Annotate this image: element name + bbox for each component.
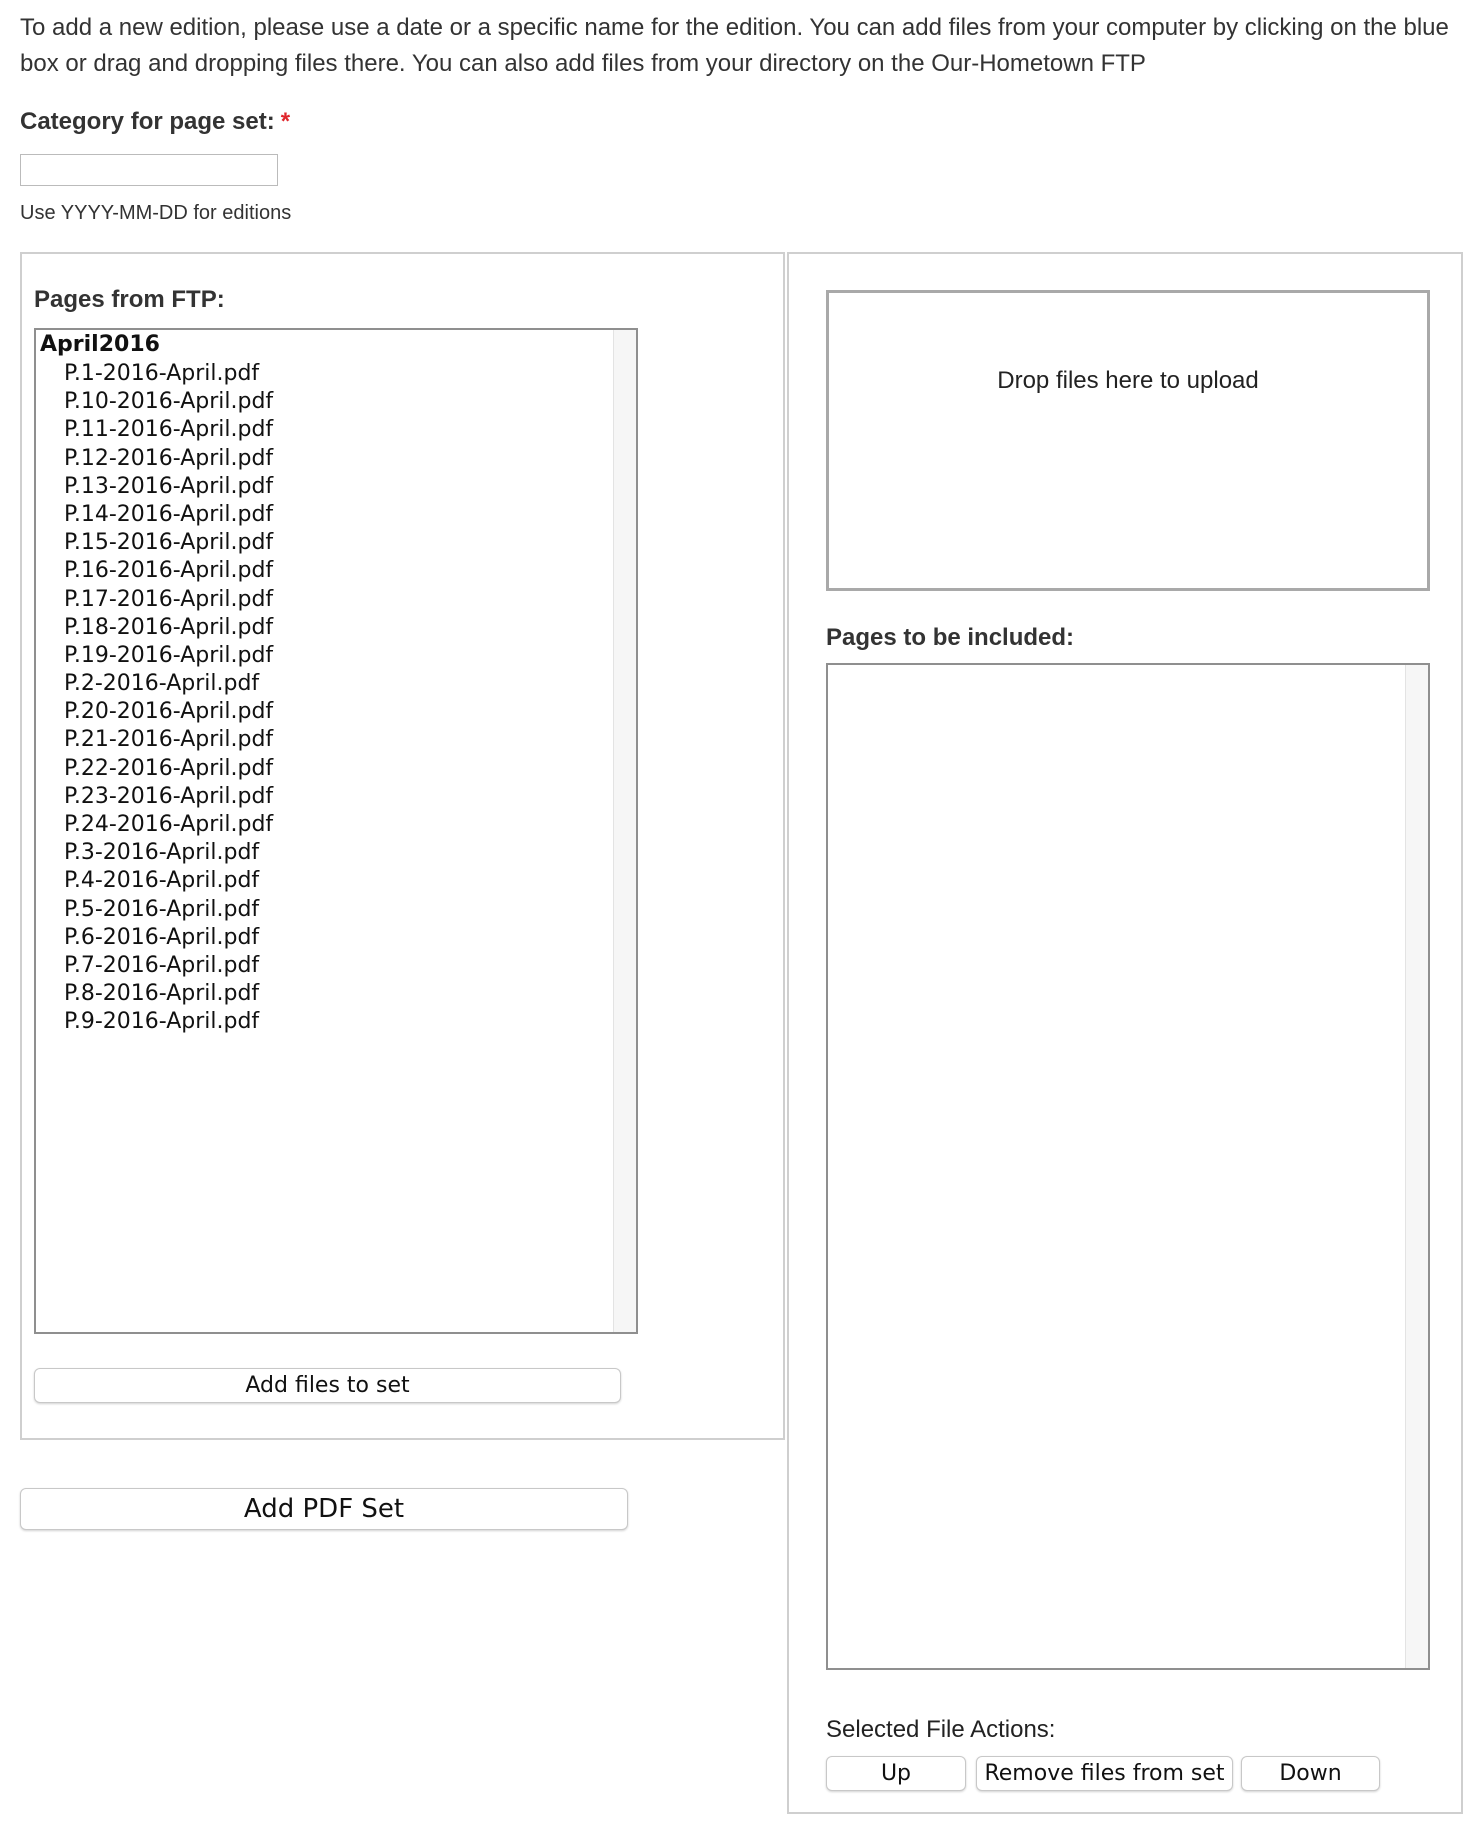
instructions-text: To add a new edition, please use a date or a specific name for the edition. You can add files from your computer by clicking on the blue box or drag and dropping files there. You can also add files from your directory on the Our-Hometown FTP <box>20 14 1449 77</box>
ftp-file-item[interactable]: P.21-2016-April.pdf <box>64 727 274 753</box>
included-list-scrollbar[interactable] <box>1405 665 1428 1668</box>
ftp-list-scrollbar[interactable] <box>613 330 636 1332</box>
dropzone-text: Drop files here to upload <box>997 366 1259 394</box>
remove-files-button[interactable]: Remove files from set <box>976 1756 1233 1791</box>
ftp-file-item[interactable]: P.5-2016-April.pdf <box>64 896 260 922</box>
ftp-file-item[interactable]: P.9-2016-April.pdf <box>64 1009 260 1035</box>
ftp-file-item[interactable]: P.2-2016-April.pdf <box>64 671 260 697</box>
ftp-file-item[interactable]: P.3-2016-April.pdf <box>64 840 260 866</box>
ftp-file-item[interactable]: P.18-2016-April.pdf <box>64 614 274 640</box>
ftp-heading: Pages from FTP: <box>34 286 225 313</box>
category-input[interactable] <box>20 154 278 186</box>
ftp-file-item[interactable]: P.1-2016-April.pdf <box>64 361 260 386</box>
ftp-file-item[interactable]: P.23-2016-April.pdf <box>64 783 274 809</box>
ftp-file-item[interactable]: P.22-2016-April.pdf <box>64 755 274 781</box>
ftp-file-item[interactable]: P.13-2016-April.pdf <box>64 473 274 499</box>
ftp-file-item[interactable]: P.4-2016-April.pdf <box>64 868 260 894</box>
category-helper-text: Use YYYY-MM-DD for editions <box>20 202 292 224</box>
move-up-button[interactable]: Up <box>826 1756 966 1791</box>
ftp-file-item[interactable]: P.24-2016-April.pdf <box>64 812 274 837</box>
included-file-list[interactable] <box>826 663 1430 1670</box>
required-asterisk: * <box>280 108 291 135</box>
ftp-file-item[interactable]: P.7-2016-April.pdf <box>64 952 260 978</box>
move-down-button[interactable]: Down <box>1241 1756 1380 1791</box>
ftp-file-item[interactable]: P.19-2016-April.pdf <box>64 642 274 668</box>
ftp-file-item[interactable]: P.17-2016-April.pdf <box>64 586 274 612</box>
ftp-file-item[interactable]: P.20-2016-April.pdf <box>64 699 274 725</box>
ftp-files <box>64 360 273 1037</box>
ftp-file-list[interactable] <box>34 328 638 1334</box>
included-heading: Pages to be included: <box>826 624 1075 651</box>
ftp-file-item[interactable]: P.14-2016-April.pdf <box>64 501 274 527</box>
ftp-file-item[interactable]: P.6-2016-April.pdf <box>64 924 260 950</box>
category-label-text: Category for page set: <box>20 108 275 135</box>
add-files-to-set-button[interactable]: Add files to set <box>34 1368 621 1403</box>
ftp-file-item[interactable]: P.15-2016-April.pdf <box>64 530 274 556</box>
ftp-file-item[interactable]: P.12-2016-April.pdf <box>64 445 274 471</box>
ftp-file-item[interactable]: P.10-2016-April.pdf <box>64 389 274 415</box>
category-label <box>20 108 290 136</box>
add-pdf-set-button[interactable]: Add PDF Set <box>20 1488 628 1530</box>
ftp-group-label: April2016 <box>40 332 160 357</box>
ftp-file-item[interactable]: P.8-2016-April.pdf <box>64 981 260 1007</box>
ftp-file-item[interactable]: P.11-2016-April.pdf <box>64 417 274 443</box>
selected-file-actions-label: Selected File Actions: <box>826 1716 1056 1743</box>
ftp-file-item[interactable]: P.16-2016-April.pdf <box>64 558 274 584</box>
upload-dropzone[interactable] <box>826 290 1430 591</box>
